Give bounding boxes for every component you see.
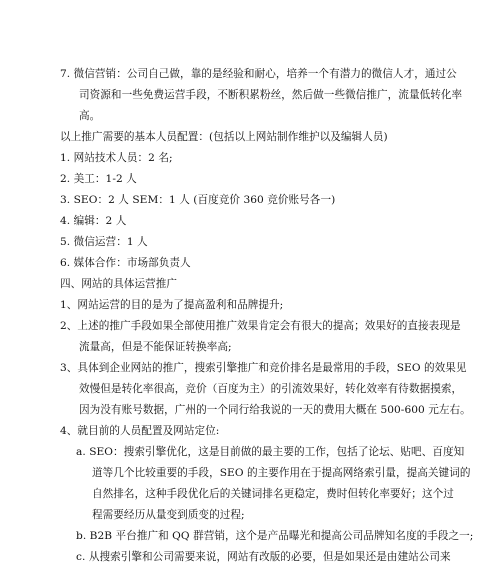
text-line: 7. 微信营销：公司自己做，靠的是经验和耐心，培养一个有潜力的微信人才，通过公 (60, 68, 457, 80)
text-line: 以上推广需要的基本人员配置：(包括以上网站制作维护以及编辑人员) (60, 131, 388, 143)
sub-list-item: c. 从搜索引擎和公司需要来说，网站有改版的必要，但是如果还是由建站公司来 (76, 551, 451, 563)
text-line: 程需要经历从量变到质变的过程; (92, 509, 245, 521)
text-line: 自然排名，这种手段优化后的关键词排名更稳定，费时但转化率要好；这个过 (92, 488, 454, 500)
list-item: 3、具体到企业网站的推广，搜索引擎推广和竞价排名是最常用的手段，SEO 的效果见 (60, 362, 467, 374)
sub-list-item: a. SEO：搜索引擎优化，这是目前做的最主要的工作，包括了论坛、贴吧、百度知 (76, 446, 465, 458)
list-item: 2. 美工：1-2 人 (60, 173, 137, 185)
list-item: 6. 媒体合作：市场部负责人 (60, 257, 191, 269)
sub-list-item: b. B2B 平台推广和 QQ 群营销，这个是产品曝光和提高公司品牌知名度的手段之一; (76, 530, 474, 542)
text-line: 高。 (79, 110, 101, 122)
text-line: 流量高，但是不能保证转换率高; (79, 341, 232, 353)
list-item: 5. 微信运营：1 人 (60, 236, 148, 248)
text-line: 效慢但是转化率很高，竞价（百度为主）的引流效果好，转化效率有待数据摸索， (79, 383, 463, 395)
text-line: 司资源和一些免费运营手段，不断积累粉丝，然后做一些微信推广，流量低转化率 (79, 89, 463, 101)
text-line: 道等几个比较重要的手段，SEO 的主要作用在于提高网络索引量，提高关键词的 (92, 467, 471, 479)
list-item: 4、就目前的人员配置及网站定位: (60, 425, 220, 437)
list-item: 3. SEO：2 人 SEM：1 人 (百度竞价 360 竞价账号各一) (60, 194, 336, 206)
list-item: 1、网站运营的目的是为了提高盈利和品牌提升; (60, 299, 284, 311)
list-item: 4. 编辑：2 人 (60, 215, 127, 227)
list-item: 1. 网站技术人员：2 名; (60, 152, 173, 164)
text-line: 因为没有账号数据，广州的一个同行给我说的一天的费用大概在 500-600 元左右。 (79, 404, 471, 416)
list-item: 2、上述的推广手段如果全部使用推广效果肯定会有很大的提高；效果好的直接表现是 (60, 320, 461, 332)
section-heading: 四、网站的具体运营推广 (60, 278, 178, 290)
